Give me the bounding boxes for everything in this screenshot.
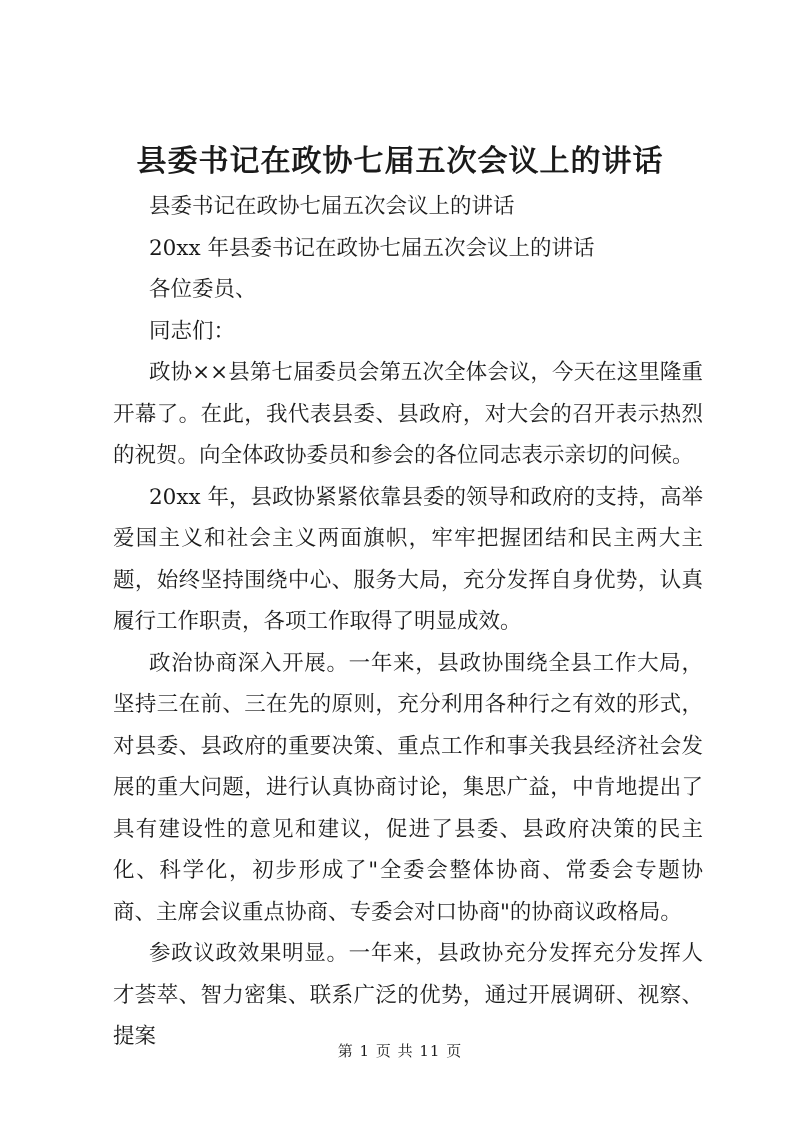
subtitle-year-line: 20xx 年县委书记在政协七届五次会议上的讲话 xyxy=(149,235,595,261)
page-number-footer: 第 1 页 共 11 页 xyxy=(337,1042,463,1060)
salutation-line: 各位委员、 xyxy=(149,277,257,302)
document-body xyxy=(113,186,703,1058)
body-paragraph: 20xx 年，县政协紧紧依靠县委的领导和政府的支持，高举爱国主义和社会主义两面旗帜，牢牢把握团结和民主两大主题，始终坚持围绕中心、服务大局，充分发挥自身优势，认真履行工作职责，各项工作取得了明显成效。 xyxy=(113,484,703,634)
document-title: 县委书记在政协七届五次会议上的讲话 xyxy=(136,144,664,179)
subtitle-line: 县委书记在政协七届五次会议上的讲话 xyxy=(149,194,515,219)
salutation-line: 同志们： xyxy=(149,318,236,344)
body-paragraph: 参政议政效果明显。一年来，县政协充分发挥充分发挥人才荟萃、智力密集、联系广泛的优势，通过开展调研、视察、提案 xyxy=(113,941,703,1049)
body-paragraph: 政治协商深入开展。一年来，县政协围绕全县工作大局，坚持三在前、三在先的原则，充分利用各种行之有效的形式，对县委、县政府的重要决策、重点工作和事关我县经济社会发展的重大问题，进行认真协商讨论，集思广益，中肯地提出了具有建设性的意见和建议，促进了县委、县政府决策的民主化、科学化，初步形成了"全委会整体协商、常委会专题协商、主席会议重点协商、专委会对口协商"的协商议政格局。 xyxy=(113,650,703,925)
body-paragraph: 政协××县第七届委员会第五次全体会议，今天在这里隆重开幕了。在此，我代表县委、县政府，对大会的召开表示热烈的祝贺。向全体政协委员和参会的各位同志表示亲切的问候。 xyxy=(113,360,703,468)
